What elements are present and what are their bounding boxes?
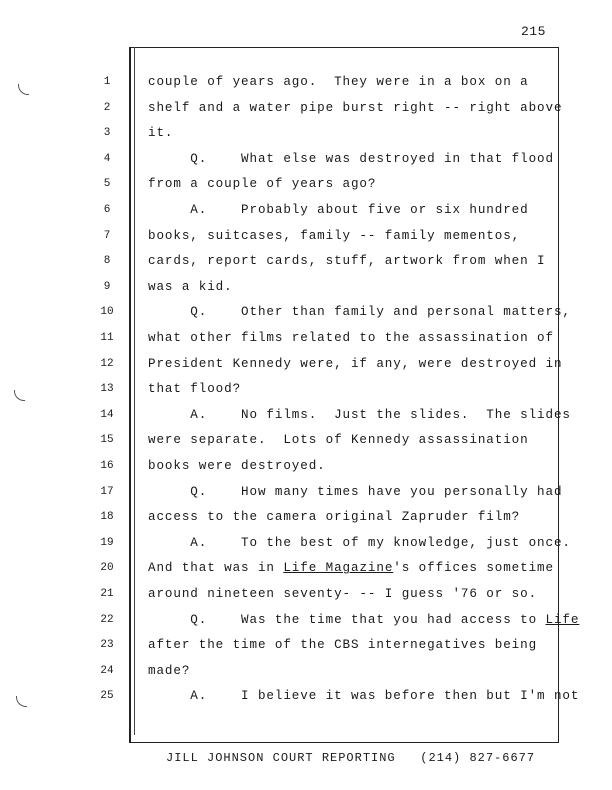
line-number: 25 (100, 690, 114, 703)
line-number: 18 (100, 511, 114, 524)
margin-rule (134, 47, 135, 735)
line-segment: A. To the best of my knowledge, just once. (148, 535, 571, 550)
line-segment: around nineteen seventy- -- I guess '76 or so. (148, 587, 538, 601)
transcript-line (148, 357, 562, 371)
transcript-line (148, 254, 546, 268)
line-segment: Q. How many times have you personally had (148, 484, 563, 499)
line-segment: were separate. Lots of Kennedy assassination (148, 433, 529, 448)
transcript-line (148, 280, 233, 294)
transcript-line (148, 433, 529, 447)
transcript-line (148, 613, 579, 627)
underlined-title: Life Magazine (283, 561, 394, 576)
line-number: 20 (100, 562, 114, 575)
line-segment: from a couple of years ago? (148, 177, 377, 192)
transcript-line (148, 510, 520, 524)
line-number: 2 (103, 101, 111, 114)
transcript-line (148, 689, 579, 703)
line-number: 23 (100, 639, 114, 652)
line-segment: couple of years ago. They were in a box on a (148, 75, 529, 89)
line-segment: A. Probably about five or six hundred (148, 203, 529, 217)
line-segment: what other films related to the assassination of (148, 331, 554, 345)
line-segment: that flood? (148, 382, 242, 397)
line-number: 3 (103, 127, 111, 140)
transcript-line (148, 152, 554, 166)
transcript-line (148, 126, 173, 140)
line-segment: books, suitcases, family -- family mementos, (148, 228, 521, 243)
transcript-line (148, 331, 554, 345)
line-segment: books were destroyed. (148, 459, 326, 473)
line-number: 17 (100, 485, 114, 498)
line-number: 10 (100, 306, 114, 319)
line-number: 24 (100, 664, 114, 677)
line-segment: And that was in (148, 561, 284, 576)
transcript-line (148, 485, 562, 499)
line-number: 8 (103, 255, 111, 268)
page-number: 215 (521, 24, 546, 39)
line-number: 1 (103, 76, 111, 88)
line-segment: Q. Other than family and personal matters, (148, 305, 571, 320)
line-segment: President Kennedy were, if any, were destroyed in (148, 356, 563, 371)
transcript-line (148, 305, 571, 319)
line-segment: A. No films. Just the slides. The slides (148, 407, 571, 422)
transcript-line (148, 638, 537, 652)
line-number: 12 (100, 357, 114, 370)
punch-hole-mark (14, 390, 25, 401)
punch-hole-mark (18, 84, 29, 95)
transcript-line (148, 664, 190, 678)
line-number: 21 (100, 588, 114, 600)
transcript-line (148, 408, 571, 422)
line-segment: cards, report cards, stuff, artwork from when I (148, 254, 546, 269)
line-number: 15 (100, 434, 114, 447)
transcript-line (148, 587, 537, 601)
footer-reporter: JILL JOHNSON COURT REPORTING (214) 827-6677 (166, 751, 536, 765)
underlined-title: Life (545, 612, 580, 627)
line-number: 6 (103, 204, 111, 216)
line-segment: shelf and a water pipe burst right -- right above (148, 100, 563, 115)
line-number: 16 (100, 460, 114, 472)
transcript-line (148, 177, 376, 191)
transcript-line (148, 75, 529, 89)
line-segment: Q. What else was destroyed in that flood (148, 151, 554, 166)
line-number: 13 (100, 383, 114, 396)
line-segment: A. I believe it was before then but I'm not (148, 689, 580, 704)
line-number: 5 (103, 178, 111, 191)
line-number: 19 (100, 536, 114, 549)
line-number: 9 (103, 280, 111, 293)
line-number: 11 (100, 332, 114, 344)
line-number: 14 (100, 408, 114, 421)
line-segment: access to the camera original Zapruder film? (148, 510, 521, 525)
line-segment: Q. Was the time that you had access to (148, 612, 546, 627)
transcript-line (148, 203, 529, 217)
transcript-line (148, 382, 241, 396)
line-segment: was a kid. (148, 279, 233, 294)
line-number: 4 (103, 152, 111, 165)
line-number: 7 (103, 229, 111, 242)
line-segment: it. (148, 126, 174, 141)
transcript-line (148, 229, 520, 243)
line-number: 22 (100, 613, 114, 626)
punch-hole-mark (16, 696, 27, 707)
transcript-line (148, 536, 571, 550)
transcript-line (148, 561, 554, 575)
line-segment: made? (148, 663, 191, 678)
line-segment: 's offices sometime (393, 561, 554, 576)
transcript-line (148, 101, 562, 115)
transcript-line (148, 459, 326, 473)
line-segment: after the time of the CBS internegatives being (148, 638, 538, 653)
